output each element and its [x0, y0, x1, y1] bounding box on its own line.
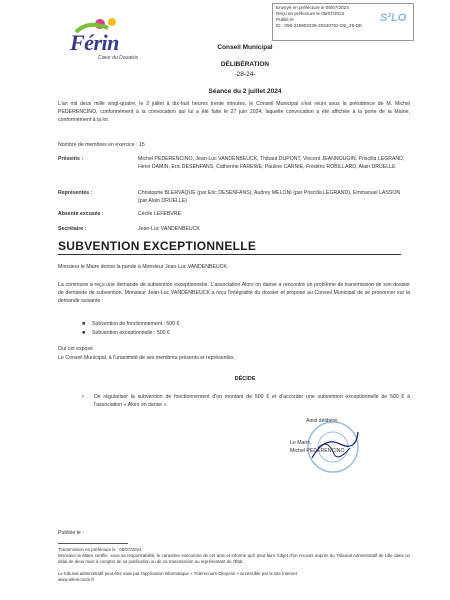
done-line: Ainsi délibéré,: [306, 418, 339, 424]
footer-telerecours: Le tribunal administratif peut être saisi par l'application informatique « Télérecours Citoyens » accessible par le site Internet: [58, 571, 297, 576]
stamp-line: Reçu en préfecture le 05/07/2024: [276, 11, 345, 16]
stamp-line: Publié le: [276, 17, 294, 22]
intro-paragraph: L'an mil deux mille vingt-quatre, le 2 juillet à dix-huit heures trente minutes, le Conseil Municipal s'est réuni sous la présidence de M. Michel PEDERENCINO, conformément à la convocation qui lui a été faite le 27 juin 2024, laquelle convocation a été affichée à la porte de la Mairie, conformément à la loi.: [58, 101, 410, 123]
council-heading: Conseil Municipal: [217, 44, 273, 51]
session-date: Séance du 2 juillet 2024: [208, 88, 282, 95]
absent-name: Cécile LEFEBVRE: [138, 211, 181, 217]
mayor-name: Michel PEDERENCINO: [290, 448, 345, 454]
stamp-line: ID : 059-215902239-20240702-DE_26-DE: [276, 23, 363, 28]
signature-stroke: [312, 432, 358, 458]
represented-list: Christophe BLERVAQUE (par Eric DESENFANS), Audrey MELONI (par Priscilla LEGRAND), Emmanuel LASSON (par Alain DRUELLE): [138, 190, 401, 204]
body-paragraph: La commune a reçu une demande de subvention exceptionnelle. L'association Alors on danse a rencontré un problème de transmission de son dossier de demande de subvention. Monsieur Jean-Luc VANDENBEUCK a reçu l'intégralité du dossier et propose au Conseil Municipal de se prononcer sur la demande suivante :: [58, 282, 410, 304]
represented-label: Représentés :: [58, 190, 93, 196]
secretary-label: Secrétaire :: [58, 226, 87, 232]
council-unanimity: Le Conseil Municipal, à l'unanimité de ses membres présents et représentés,: [58, 355, 235, 361]
subsidy-item: Subvention exceptionnelle : 500 €: [92, 330, 170, 336]
subsidy-item: Subvention de fonctionnement : 500 €: [92, 321, 180, 327]
logo-tagline: Cœur du Douaisis: [98, 55, 139, 61]
stamp-line: Envoyé en préfecture le 05/07/2024: [276, 5, 349, 10]
footer-url: www.telerecours.fr: [58, 577, 95, 582]
bullet-icon: ■: [82, 321, 86, 327]
speaker-line: Monsieur le Maire donne la parole à Monsieur Jean-Luc VANDENBEUCK.: [58, 264, 229, 270]
secretary-name: Jean-Luc VANDENBEUCK: [138, 226, 200, 232]
bullet-icon: •: [82, 394, 84, 400]
members-count: Nombre de membres en exercice : 15: [58, 142, 145, 148]
mayor-title: Le Maire,: [290, 440, 312, 446]
heard-line: Ouï cet exposé: [58, 346, 93, 352]
seal-outer-ring: [308, 422, 358, 472]
deliberation-title: DÉLIBÉRATION: [220, 61, 270, 68]
logo-wordmark: Férin: [70, 30, 119, 55]
logo-dot-yellow: [108, 18, 116, 26]
deliberation-number: -28-24-: [234, 71, 256, 78]
subject-underline: [58, 254, 401, 255]
decides-heading: DÉCIDE: [234, 376, 256, 382]
footer-heading: Publiée le :: [58, 530, 84, 536]
present-list: Michel PEDERENCINO, Jean-Luc VANDENBEUCK, Thibaut DUPONT, Vincent JEANNOUGIN, Priscilla LEGRAND, Henri DAMIN, Eric DESENFANS, Catherine FAREWE, Pauline CARNIE, Frédéric ROBILLARD, Alain DRUELLE: [138, 156, 405, 170]
footer-transmission: Transmission en préfecture le : 05/07/2024: [58, 547, 142, 552]
bullet-icon: ■: [82, 330, 86, 336]
decision-text: De régulariser la subvention de fonctionnement d'un montant de 500 € et d'accorder une subvention exceptionnelle de 500 € à l'association « Alors on danse ».: [94, 394, 410, 408]
absent-label: Absente excusée :: [58, 211, 104, 217]
present-label: Présents :: [58, 156, 84, 162]
subject-title: SUBVENTION EXCEPTIONNELLE: [58, 239, 257, 253]
slo-mark: S²LO: [380, 12, 407, 24]
town-seal: [304, 418, 362, 476]
seal-inner-ring: [318, 432, 348, 462]
footer-legal: Monsieur le Maire certifie, sous sa responsabilité, le caractère exécutoire de cet acte et informe qu'il peut faire l'objet d'un recours auprès du Tribunal Administratif de Lille dans un délai de deux mois à compter de sa publication ou de sa transmission au représentant de l'État.: [58, 553, 410, 564]
footer-rule: [58, 543, 128, 544]
